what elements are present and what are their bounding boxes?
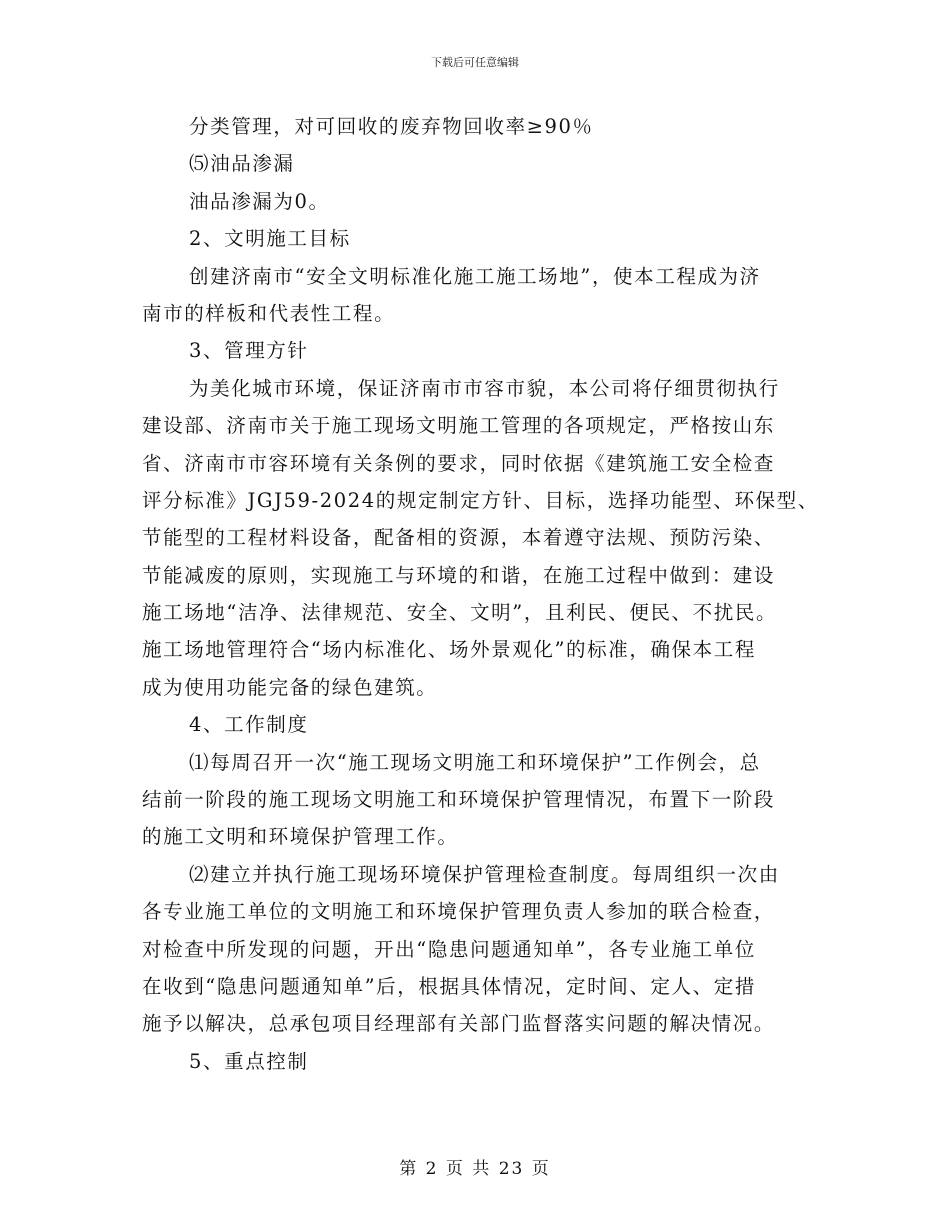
text-line: ⑸油品渗漏 xyxy=(189,152,295,176)
text-line: 创建济南市“安全文明标准化施工施工场地”，使本工程成为济 xyxy=(189,264,761,288)
text-line: 分类管理，对可回收的废弃物回收率≥90％ xyxy=(189,115,594,138)
text-line: 省、济南市市容环境有关条例的要求，同时依据《建筑施工安全检查 xyxy=(142,451,776,475)
section-heading: 3、管理方针 xyxy=(189,339,309,363)
page-header: 下载后可任意编辑 xyxy=(431,56,519,69)
text-line: 结前一阶段的施工现场文明施工和环境保护管理情况，布置下一阶段 xyxy=(142,788,776,812)
section-heading: 5、重点控制 xyxy=(189,1049,309,1073)
text-line: 施予以解决，总承包项目经理部有关部门监督落实问题的解决情况。 xyxy=(142,1012,776,1036)
page-footer: 第 2 页 共 23 页 xyxy=(399,1159,551,1179)
text-line: 的施工文明和环境保护管理工作。 xyxy=(142,825,459,849)
text-line: 对检查中所发现的问题，开出“隐患问题通知单”，各专业施工单位 xyxy=(142,937,756,961)
text-line: ⑵建立并执行施工现场环境保护管理检查制度。每周组织一次由 xyxy=(189,862,780,886)
text-line: 评分标准》JGJ59-2024的规定制定方针、目标，选择功能型、环保型、 xyxy=(142,488,819,512)
section-heading: 4、工作制度 xyxy=(189,713,309,737)
section-heading: 2、文明施工目标 xyxy=(189,227,351,251)
text-line: 在收到“隐患问题通知单”后，根据具体情况，定时间、定人、定措 xyxy=(142,974,756,998)
text-line: 南市的样板和代表性工程。 xyxy=(142,301,396,325)
text-line: 油品渗漏为0。 xyxy=(189,189,330,213)
text-line: 节能型的工程材料设备，配备相的资源，本着遵守法规、预防污染、 xyxy=(142,526,776,550)
text-line: 成为使用功能完备的绿色建筑。 xyxy=(142,675,438,699)
text-line: ⑴每周召开一次“施工现场文明施工和环境保护”工作例会，总 xyxy=(189,750,761,774)
document-body xyxy=(142,108,819,1080)
text-line: 为美化城市环境，保证济南市市容市貌，本公司将仔细贯彻执行 xyxy=(189,376,780,400)
text-line: 施工场地“洁净、法律规范、安全、文明”，且利民、便民、不扰民。 xyxy=(142,601,778,625)
text-line: 施工场地管理符合“场内标准化、场外景观化”的标准，确保本工程 xyxy=(142,638,756,662)
text-line: 节能减废的原则，实现施工与环境的和谐，在施工过程中做到：建设 xyxy=(142,563,776,587)
text-line: 建设部、济南市关于施工现场文明施工管理的各项规定，严格按山东 xyxy=(142,414,776,438)
text-line: 各专业施工单位的文明施工和环境保护管理负责人参加的联合检查， xyxy=(142,900,776,924)
